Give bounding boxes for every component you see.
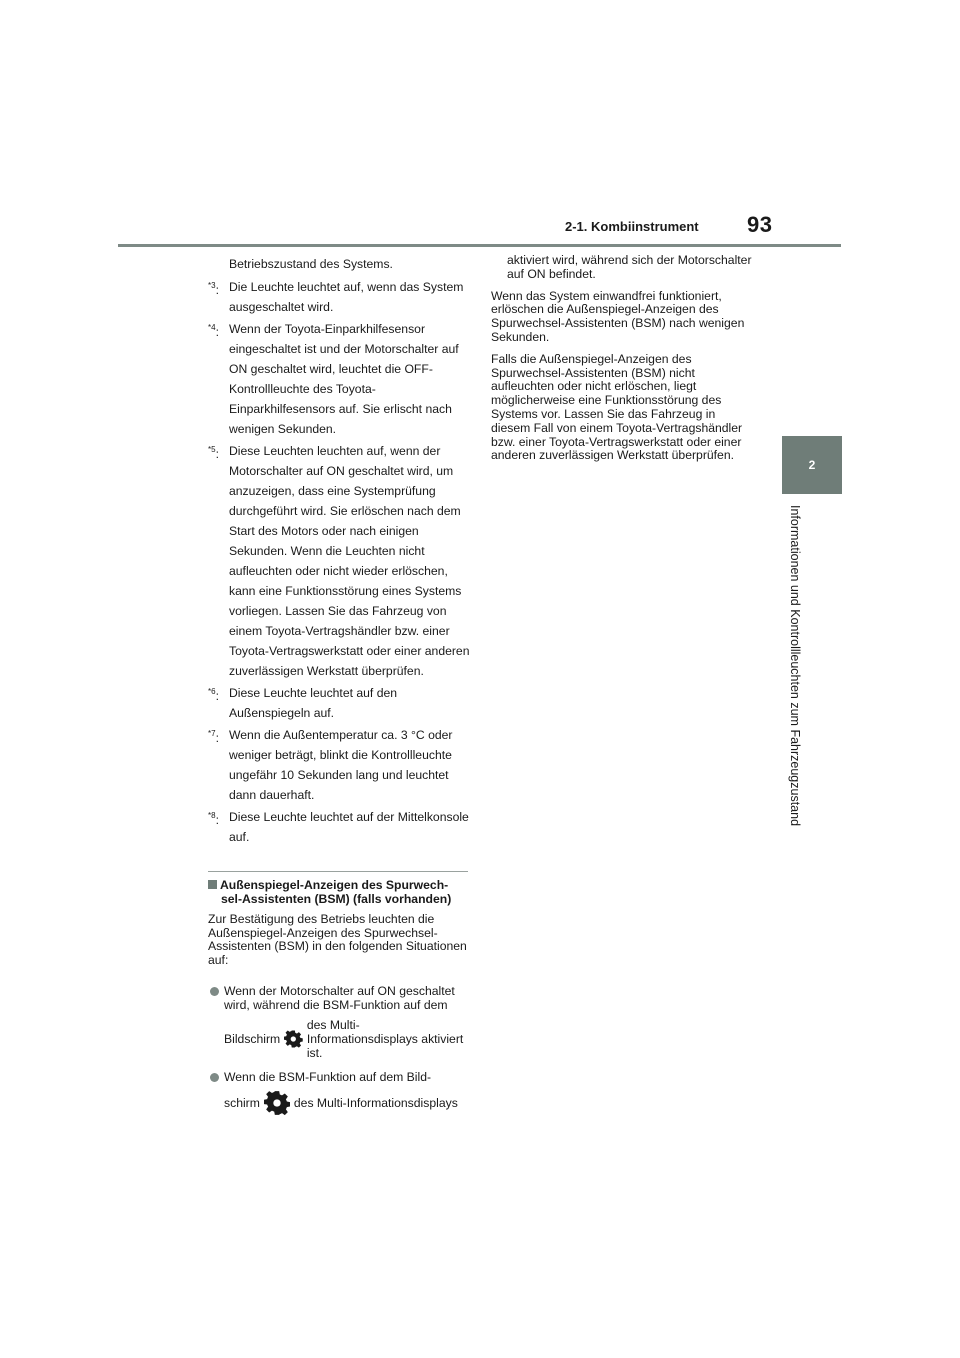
- bullet-1-gear-line: [208, 1018, 470, 1060]
- footnote-text: Diese Leuchten leuchten auf, wenn der Motorschalter auf ON geschaltet wird, um anzuzeigen, dass eine Systemprüfung durchgeführt wird. Sie erlöschen nach dem Start des Motors oder nach einigen Sekunden. Wenn die Leuchten nicht aufleuchten oder nicht wieder erlöschen, kann eine Funktionsstörung eines Systems vorliegen. Lassen Sie das Fahrzeug von einem Toyota-Vertragshändler bzw. einer Toyota-Vertragswerkstatt oder einer anderen zuverlässigen Werkstatt überprüfen.: [229, 444, 470, 678]
- gear-icon: [284, 1026, 303, 1052]
- footnote-continuation: [208, 254, 470, 274]
- right-column: [491, 254, 753, 471]
- bullet-2-text-a: Wenn die BSM-Funktion auf dem Bild-: [224, 1070, 432, 1084]
- footnote-item: [208, 725, 470, 805]
- footnote-marker: $^{*4}$:: [208, 323, 219, 340]
- footnote-text: Diese Leuchte leuchtet auf der Mittelkonsole auf.: [229, 810, 469, 844]
- footnote-marker: $^{*8}$:: [208, 811, 219, 828]
- section-title: 2-1. Kombiinstrument: [565, 219, 699, 234]
- footnote-item: [208, 277, 470, 317]
- bullet-1-text-b: Bildschirm: [224, 1032, 281, 1046]
- footnote-list: [208, 254, 470, 849]
- page-number: 93: [747, 212, 773, 237]
- heading-square-icon: [208, 880, 217, 889]
- chapter-title-text: Informationen und Kontrollleuchten zum Fahrzeugzustand: [788, 505, 802, 827]
- bsm-bullet-1: [208, 984, 470, 1060]
- footnote-text: Wenn die Außentemperatur ca. 3 °C oder weniger beträgt, blinkt die Kontrollleuchte ungefähr 10 Sekunden lang und leuchtet dann dauerhaft.: [229, 728, 453, 802]
- bullet-1-text-a: Wenn der Motorschalter auf ON geschaltet wird, während die BSM-Funktion auf dem: [224, 984, 455, 1012]
- footnote-marker: $^{*7}$:: [208, 729, 219, 746]
- heading-line-1: Außenspiegel-Anzeigen des Spurwech-: [220, 878, 449, 892]
- footnote-marker: $^{*5}$:: [208, 445, 219, 462]
- bullet-dot-icon: [210, 1073, 219, 1082]
- section-divider: [208, 871, 468, 872]
- bullet-2-gear-line: [208, 1090, 470, 1116]
- bullet-1-text-c: des Multi-Informationsdisplays aktiviert ist.: [306, 1018, 464, 1060]
- gear-icon: [264, 1090, 290, 1116]
- footnote-item: [208, 683, 470, 723]
- heading-line-2: sel-Assistenten (BSM) (falls vorhanden): [221, 892, 452, 906]
- footnote-item: [208, 441, 470, 681]
- bsm-intro-text: Zur Bestätigung des Betriebs leuchten die Außenspiegel-Anzeigen des Spurwechsel-Assistenten (BSM) in den folgenden Situationen auf:: [208, 912, 467, 967]
- bullet-2-text-b: schirm: [224, 1096, 260, 1110]
- footnote-cont-text: Betriebszustand des Systems.: [229, 257, 393, 271]
- right-paragraph-1: Wenn das System einwandfrei funktioniert, erlöschen die Außenspiegel-Anzeigen des Spurwechsel-Assistenten (BSM) nach wenigen Sekunden.: [491, 288, 745, 344]
- chapter-number: 2: [808, 458, 816, 472]
- footnote-item: [208, 319, 470, 439]
- footnote-item: [208, 807, 470, 847]
- footnote-text: Wenn der Toyota-Einparkhilfesensor eingeschaltet ist und der Motorschalter auf ON geschaltet wird, leuchtet die OFF-Kontrollleuchte des Toyota-Einparkhilfesensors auf. Sie erlischt nach wenigen Sekunden.: [229, 322, 459, 436]
- header-rule: [118, 244, 841, 247]
- bullet-2-text-c: des Multi-Informationsdisplays: [293, 1096, 458, 1110]
- footnote-text: Die Leuchte leuchtet auf, wenn das System ausgeschaltet wird.: [229, 280, 464, 314]
- footnote-text: Diese Leuchte leuchtet auf den Außenspiegeln auf.: [229, 686, 398, 720]
- footnote-marker: $^{*3}$:: [208, 281, 219, 298]
- bullet-2-continuation: aktiviert wird, während sich der Motorschalter auf ON befindet.: [507, 253, 752, 281]
- chapter-tab: [782, 436, 842, 494]
- bsm-section-heading: [208, 878, 470, 906]
- chapter-side-title: [786, 505, 806, 865]
- bsm-bullet-2: [208, 1070, 470, 1116]
- bullet-dot-icon: [210, 987, 219, 996]
- right-paragraph-2: Falls die Außenspiegel-Anzeigen des Spurwechsel-Assistenten (BSM) nicht aufleuchten oder nicht erlöschen, liegt möglicherweise eine Funktionsstörung des Systems vor. Lassen Sie das Fahrzeug in diesem Fall von einem Toyota-Vertragshändler bzw. einer Toyota-Vertragswerkstatt oder einer anderen zuverlässigen Werkstatt überprüfen.: [491, 351, 743, 463]
- footnote-marker: $^{*6}$:: [208, 687, 219, 704]
